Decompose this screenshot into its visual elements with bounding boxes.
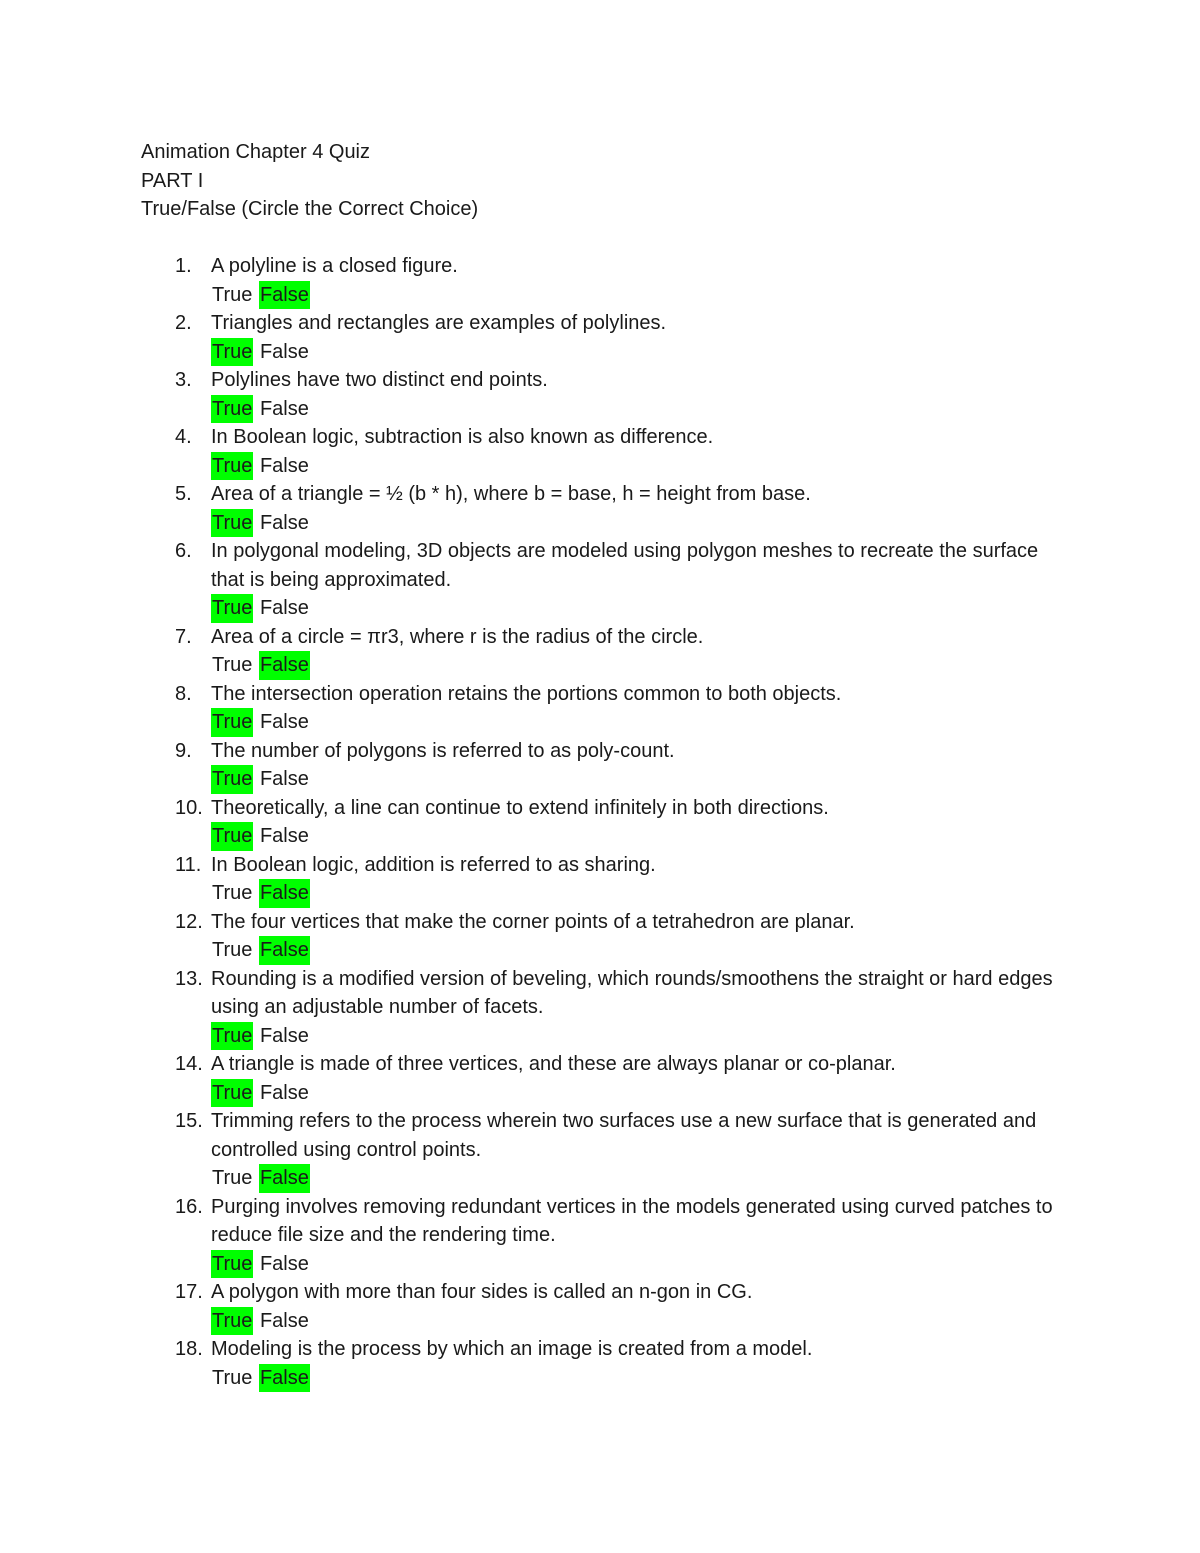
- question-item-12: [141, 908, 1101, 965]
- option-false: False: [259, 1081, 309, 1104]
- option-false: False: [259, 511, 309, 534]
- answer-choices: [211, 936, 1101, 965]
- option-true: True: [211, 594, 253, 623]
- option-false: False: [259, 651, 310, 680]
- question-number: 10.: [175, 796, 203, 819]
- option-false: False: [259, 825, 309, 847]
- option-false: False: [259, 1252, 309, 1275]
- question-text: Theoretically, a line can continue to extend infinitely in both directions.: [211, 796, 829, 819]
- question-item-6: [141, 537, 1101, 623]
- question-number: 3.: [175, 369, 192, 391]
- question-item-2: [141, 309, 1101, 366]
- question-item-7: [141, 623, 1101, 680]
- option-true: True: [211, 1250, 253, 1279]
- question-text: Rounding is a modified version of beveling, which rounds/smoothens the straight or hard edges using an adjustable number of facets.: [211, 967, 1053, 1018]
- answer-choices: [211, 879, 1101, 908]
- question-number: 12.: [175, 910, 203, 933]
- instructions: True/False (Circle the Correct Choice): [141, 198, 479, 220]
- option-true: True: [212, 654, 253, 676]
- option-true: True: [212, 882, 253, 904]
- answer-choices: [211, 338, 1101, 367]
- question-item-18: [141, 1335, 1101, 1392]
- question-text: In Boolean logic, subtraction is also known as difference.: [211, 426, 714, 448]
- answer-choices: [211, 509, 1101, 538]
- question-item-4: [141, 423, 1101, 480]
- option-true: True: [211, 1022, 253, 1051]
- question-item-10: [141, 794, 1101, 851]
- answer-choices: [211, 1307, 1101, 1336]
- question-text: In polygonal modeling, 3D objects are modeled using polygon meshes to recreate the surface that is being approximated.: [211, 540, 1039, 591]
- question-item-11: [141, 851, 1101, 908]
- question-text: A polyline is a closed figure.: [211, 255, 458, 277]
- option-false: False: [259, 1024, 309, 1047]
- question-text: The number of polygons is referred to as poly-count.: [211, 739, 675, 762]
- option-false: False: [259, 936, 310, 965]
- question-number: 18.: [175, 1338, 203, 1360]
- question-number: 6.: [175, 540, 192, 562]
- question-text: Area of a triangle = ½ (b * h), where b = base, h = height from base.: [211, 483, 811, 505]
- question-item-3: [141, 366, 1101, 423]
- question-number: 1.: [175, 255, 192, 277]
- option-false: False: [259, 1164, 310, 1193]
- option-true: True: [211, 395, 253, 424]
- question-text: Purging involves removing redundant vertices in the models generated using curved patches to reduce file size and the rendering time.: [211, 1195, 1053, 1246]
- question-item-9: [141, 737, 1101, 794]
- answer-choices: [211, 1164, 1101, 1193]
- answer-choices: [211, 395, 1101, 424]
- question-item-8: [141, 680, 1101, 737]
- question-item-16: [141, 1193, 1101, 1279]
- question-text: The four vertices that make the corner points of a tetrahedron are planar.: [211, 910, 855, 933]
- option-true: True: [212, 283, 253, 306]
- answer-choices: [211, 765, 1101, 794]
- option-false: False: [259, 597, 309, 619]
- option-false: False: [259, 281, 310, 310]
- question-number: 16.: [175, 1195, 203, 1218]
- answer-choices: [211, 452, 1101, 481]
- option-true: True: [211, 338, 253, 367]
- part-label: PART I: [141, 169, 204, 192]
- quiz-title: Animation Chapter 4 Quiz: [141, 141, 371, 163]
- question-number: 4.: [175, 426, 192, 448]
- option-true: True: [211, 452, 253, 481]
- answer-choices: [211, 1022, 1101, 1051]
- question-text: The intersection operation retains the portions common to both objects.: [211, 682, 842, 705]
- question-text: In Boolean logic, addition is referred to as sharing.: [211, 853, 656, 876]
- question-text: Modeling is the process by which an image is created from a model.: [211, 1338, 813, 1360]
- option-true: True: [211, 1079, 253, 1108]
- question-text: A triangle is made of three vertices, and these are always planar or co-planar.: [211, 1053, 896, 1075]
- option-false: False: [259, 1309, 309, 1332]
- question-text: Trimming refers to the process wherein two surfaces use a new surface that is generated and controlled using control points.: [211, 1110, 1037, 1161]
- answer-choices: [211, 281, 1101, 310]
- question-number: 2.: [175, 312, 192, 334]
- option-true: True: [211, 1307, 253, 1336]
- option-false: False: [259, 879, 310, 908]
- question-number: 5.: [175, 483, 192, 505]
- option-false: False: [259, 1364, 310, 1393]
- question-number: 14.: [175, 1053, 203, 1075]
- option-true: True: [212, 1167, 253, 1189]
- question-text: Area of a circle = πr3, where r is the radius of the circle.: [211, 625, 704, 648]
- question-text: Polylines have two distinct end points.: [211, 369, 548, 391]
- option-true: True: [212, 939, 253, 961]
- option-true: True: [211, 708, 253, 737]
- blank-line: [141, 224, 1101, 253]
- question-text: A polygon with more than four sides is called an n-gon in CG.: [211, 1281, 753, 1303]
- question-number: 7.: [175, 625, 192, 648]
- answer-choices: [211, 1364, 1101, 1393]
- question-number: 9.: [175, 739, 192, 762]
- document-page: [141, 138, 1101, 1392]
- question-item-1: [141, 252, 1101, 309]
- question-item-14: [141, 1050, 1101, 1107]
- question-item-13: [141, 965, 1101, 1051]
- option-false: False: [259, 768, 309, 790]
- question-list: [141, 252, 1101, 1392]
- answer-choices: [211, 708, 1101, 737]
- question-number: 11.: [175, 853, 202, 876]
- option-true: True: [212, 1366, 253, 1389]
- answer-choices: [211, 594, 1101, 623]
- option-false: False: [259, 397, 309, 420]
- option-true: True: [211, 509, 253, 538]
- question-text: Triangles and rectangles are examples of polylines.: [211, 312, 667, 334]
- question-item-15: [141, 1107, 1101, 1193]
- question-number: 13.: [175, 967, 203, 990]
- answer-choices: [211, 822, 1101, 851]
- answer-choices: [211, 1250, 1101, 1279]
- answer-choices: [211, 651, 1101, 680]
- option-false: False: [259, 711, 309, 733]
- question-number: 8.: [175, 682, 192, 705]
- question-number: 17.: [175, 1281, 203, 1303]
- option-true: True: [211, 822, 253, 851]
- question-item-5: [141, 480, 1101, 537]
- option-true: True: [211, 765, 253, 794]
- question-item-17: [141, 1278, 1101, 1335]
- option-false: False: [259, 454, 309, 477]
- option-false: False: [259, 340, 309, 363]
- answer-choices: [211, 1079, 1101, 1108]
- question-number: 15.: [175, 1110, 203, 1132]
